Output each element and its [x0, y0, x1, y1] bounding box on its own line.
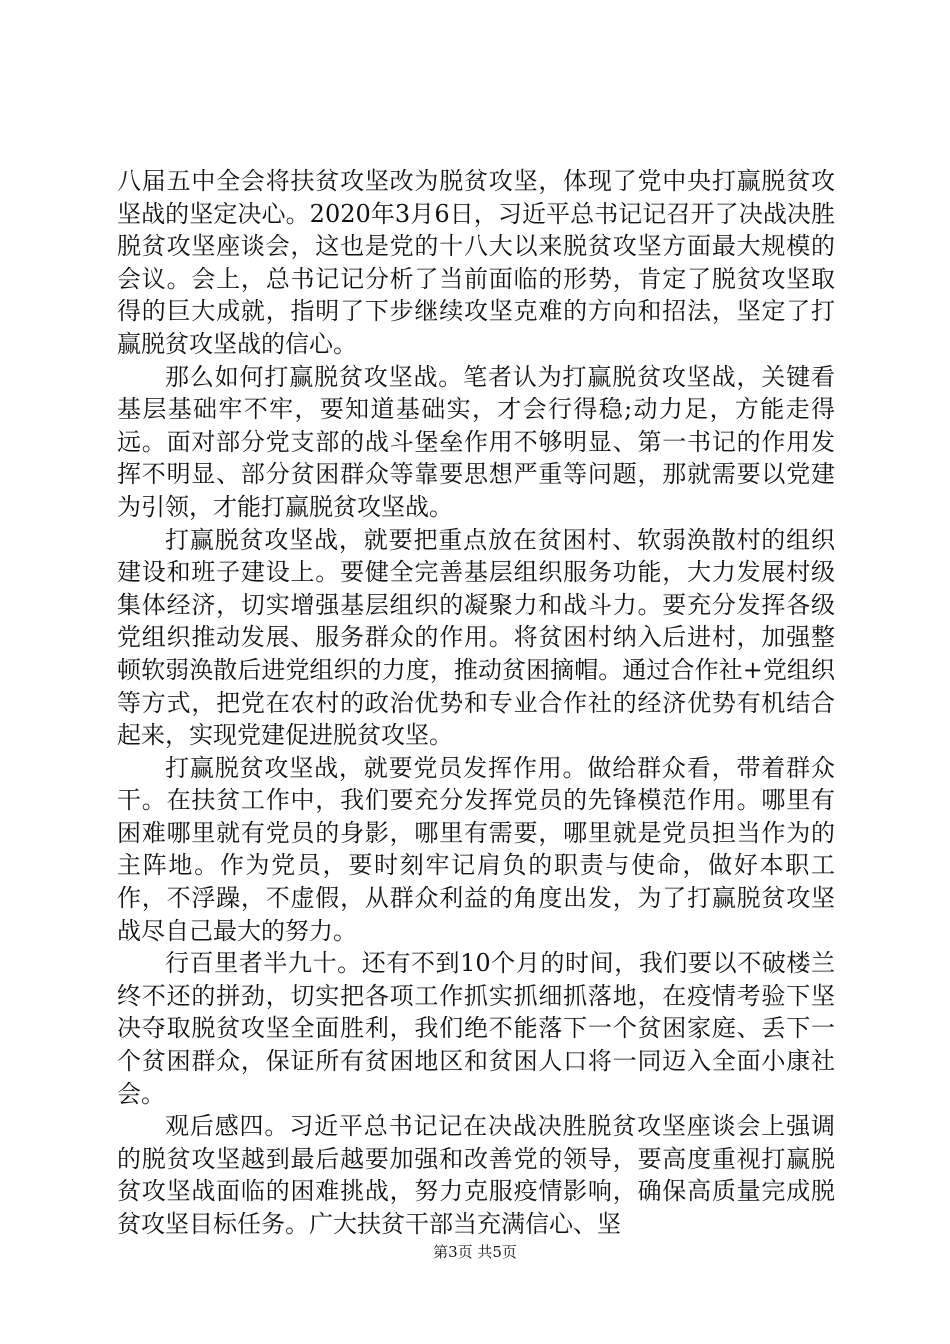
paragraph-continued: 八届五中全会将扶贫攻坚改为脱贫攻坚，体现了党中央打赢脱贫攻坚战的坚定决心。2020年3月6日，习近平总书记记召开了决战决胜脱贫攻坚座谈会，这也是党的十八大以来脱贫攻坚方面最大规模的会议。会上，总书记记分析了当前面临的形势，肯定了脱贫攻坚取得的巨大成就，指明了下步继续攻坚克难的方向和招法，坚定了打赢脱贫攻坚战的信心。 — [117, 167, 835, 358]
paragraph-reflection-four: 观后感四。习近平总书记记在决战决胜脱贫攻坚座谈会上强调的脱贫攻坚越到最后越要加强和改善党的领导，要高度重视打赢脱贫攻坚战面临的困难挑战，努力克服疫情影响，确保高质量完成脱贫攻坚目标任务。广大扶贫干部当充满信心、坚 — [117, 1112, 835, 1238]
page-number-footer: 第3页 共5页 — [433, 1243, 517, 1261]
paragraph-how-to-win: 那么如何打赢脱贫攻坚战。笔者认为打赢脱贫攻坚战，关键看基层基础牢不牢，要知道基础实，才会行得稳;动力足，方能走得远。面对部分党支部的战斗堡垒作用不够明显、第一书记的作用发挥不明显、部分贫困群众等靠要思想严重等问题，那就需要以党建为引领，才能打赢脱贫攻坚战。 — [117, 362, 835, 521]
document-body — [117, 165, 835, 1241]
paragraph-final-push: 行百里者半九十。还有不到10个月的时间，我们要以不破楼兰终不还的拼劲，切实把各项工作抓实抓细抓落地，在疫情考验下坚决夺取脱贫攻坚全面胜利，我们绝不能落下一个贫困家庭、丢下一个贫困群众，保证所有贫困地区和贫困人口将一同迈入全面小康社会。 — [117, 949, 835, 1108]
paragraph-party-members-role: 打赢脱贫攻坚战，就要党员发挥作用。做给群众看，带着群众干。在扶贫工作中，我们要充分发挥党员的先锋模范作用。哪里有困难哪里就有党员的身影，哪里有需要，哪里就是党员担当作为的主阵地。作为党员，要时刻牢记肩负的职责与使命，做好本职工作，不浮躁，不虚假，从群众利益的角度出发，为了打赢脱贫攻坚战尽自己最大的努力。 — [117, 753, 835, 945]
paragraph-organization-building: 打赢脱贫攻坚战，就要把重点放在贫困村、软弱涣散村的组织建设和班子建设上。要健全完善基层组织服务功能，大力发展村级集体经济，切实增强基层组织的凝聚力和战斗力。要充分发挥各级党组织推动发展、服务群众的作用。将贫困村纳入后进村，加强整顿软弱涣散后进党组织的力度，推动贫困摘帽。通过合作社+党组织等方式，把党在农村的政治优势和专业合作社的经济优势有机结合起来，实现党建促进脱贫攻坚。 — [117, 525, 835, 750]
